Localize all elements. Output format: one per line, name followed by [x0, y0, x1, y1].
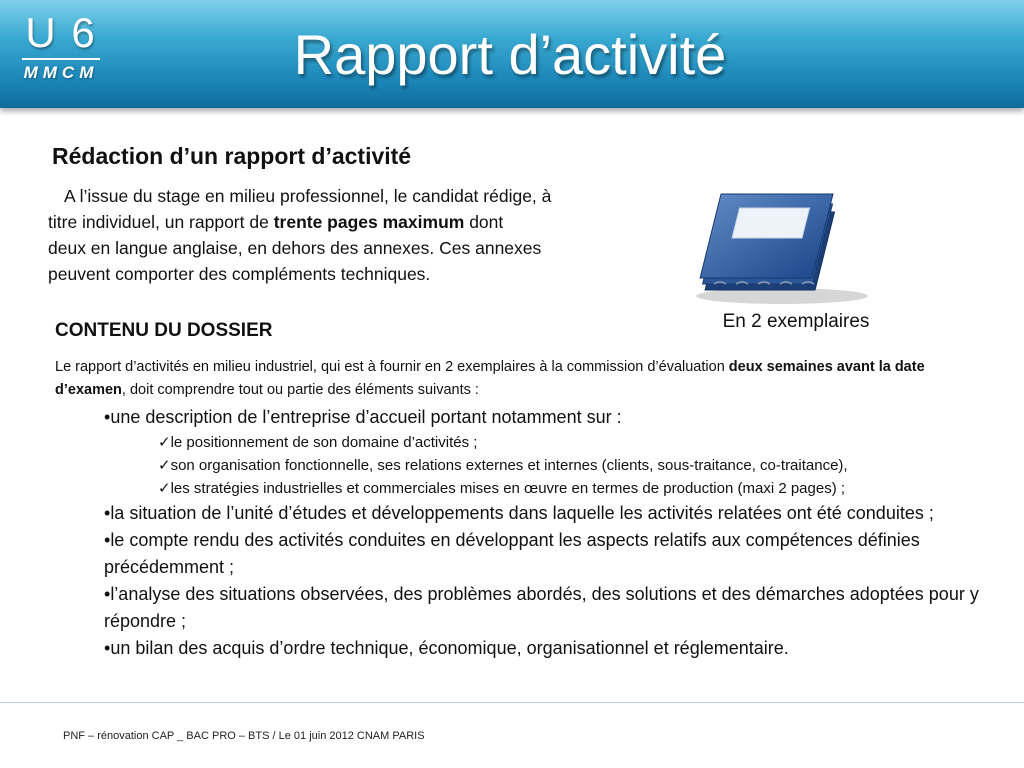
sub-list-item-text: le positionnement de son domaine d’activités ; [170, 434, 478, 451]
checkmark-icon: ✓ [158, 434, 171, 451]
sub-list-item [158, 477, 1004, 500]
intro-line: A l’issue du stage en milieu professionnel, le candidat rédige, à [64, 186, 552, 206]
section-heading: Rédaction d’un rapport d’activité [52, 143, 412, 169]
intro-paragraph [48, 183, 648, 287]
intro-text: dont [464, 212, 504, 232]
checkmark-icon: ✓ [158, 480, 171, 497]
bullet-icon: • [104, 638, 111, 658]
logo-main-text: U 6 [25, 9, 97, 56]
list-item-text: la situation de l’unité d’études et développements dans laquelle les activités relatées ont été conduites ; [110, 503, 934, 523]
list-item-text: un bilan des acquis d’ordre technique, économique, organisationnel et réglementaire. [110, 638, 789, 658]
logo-sub-text: MMCM [23, 63, 99, 82]
sub-list-item [158, 454, 1004, 477]
sub-list-item-text: son organisation fonctionnelle, ses relations externes et internes (clients, sous-traitance, co-traitance), [170, 457, 848, 474]
header-banner [0, 0, 1024, 108]
footer-divider [0, 702, 1024, 703]
list-item-text: une description de l’entreprise d’accueil portant notamment sur : [110, 407, 622, 427]
dossier-emphasis: deux semaines avant la date d’examen [55, 359, 925, 398]
bullet-icon: • [104, 530, 111, 550]
intro-line: peuvent comporter des compléments techniques. [48, 264, 431, 284]
list-item [104, 635, 1004, 662]
dossier-heading: CONTENU DU DOSSIER [55, 320, 273, 341]
content-list [104, 404, 1004, 662]
list-item [104, 581, 1004, 635]
logo-divider [22, 58, 100, 60]
list-item [104, 404, 1004, 431]
logo [18, 10, 104, 83]
sub-list-item [158, 431, 1004, 454]
image-caption: En 2 exemplaires [722, 311, 870, 332]
list-item-text: l’analyse des situations observées, des problèmes abordés, des solutions et des démarches adoptées pour y répondre ; [104, 584, 979, 631]
sub-list-item-text: les stratégies industrielles et commerciales mises en œuvre en termes de production (maxi 2 pages) ; [170, 480, 846, 497]
intro-emphasis: trente pages maximum [273, 212, 465, 232]
list-item [104, 500, 1004, 527]
slide-title: Rapport d’activité [293, 23, 727, 86]
intro-line [48, 209, 648, 235]
intro-text: titre individuel, un rapport de [48, 212, 274, 232]
list-item [104, 527, 1004, 581]
list-item-text: le compte rendu des activités conduites en développant les aspects relatifs aux compétences définies précédemment ; [104, 530, 920, 577]
intro-line: deux en langue anglaise, en dehors des annexes. Ces annexes [48, 238, 542, 258]
bullet-icon: • [104, 584, 111, 604]
checkmark-icon: ✓ [158, 457, 171, 474]
dossier-text: Le rapport d’activités en milieu industriel, qui est à fournir en 2 exemplaires à la commission d’évaluation [55, 359, 729, 375]
dossier-text: , doit comprendre tout ou partie des éléments suivants : [121, 382, 479, 398]
dossier-paragraph [55, 356, 975, 402]
footer-text: PNF – rénovation CAP _ BAC PRO – BTS / Le 01 juin 2012 CNAM PARIS [63, 730, 425, 742]
report-booklet-icon [684, 182, 880, 306]
bullet-icon: • [104, 407, 111, 427]
bullet-icon: • [104, 503, 111, 523]
